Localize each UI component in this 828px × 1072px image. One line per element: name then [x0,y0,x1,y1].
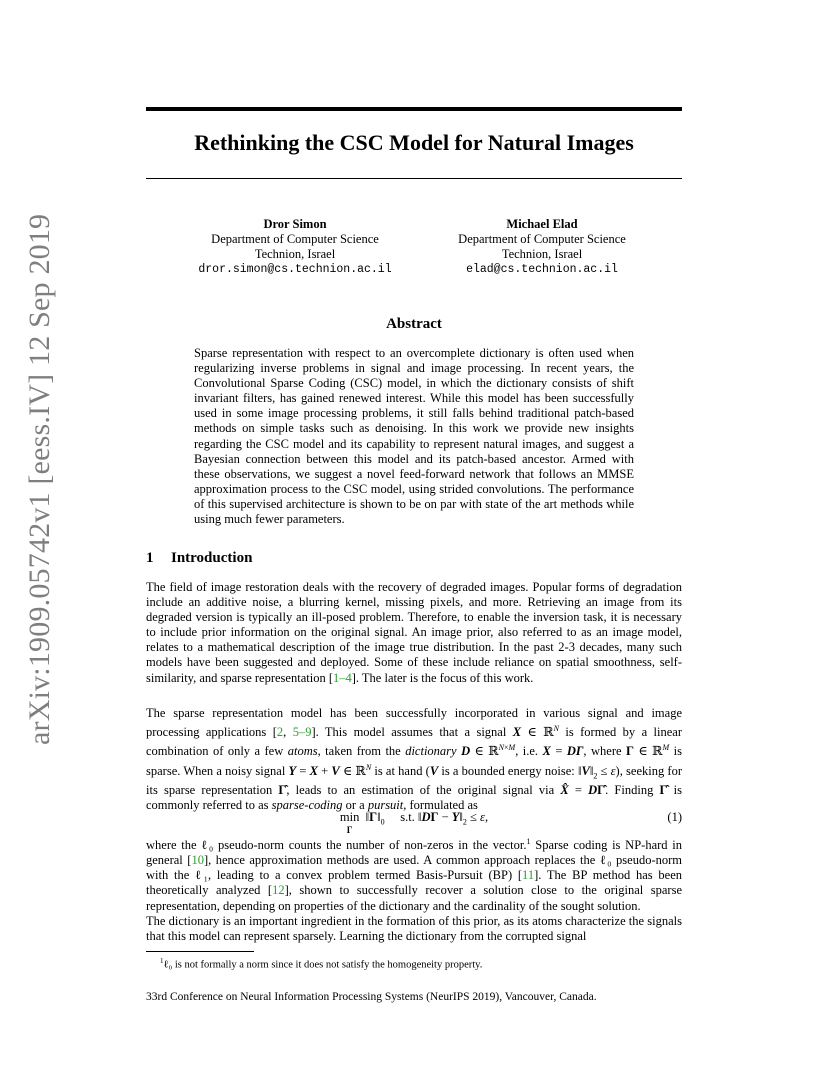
abstract-heading: Abstract [386,316,442,332]
paragraph-2: The sparse representation model has been successfully incorporated in various signal and image processing applications [2, 5–9]. This model assumes that a signal X ∈ ℝ$^N$ is formed by a linear combination of only a few atoms, taken from the dictionary D ∈ ℝ$^{N\times M}$, i.e. X = DΓ, where Γ ∈ ℝ$^M$ is sparse. When a noisy signal Y = X + V ∈ ℝ$^N$ is at hand (V is a bounded energy noise: $‖V‖_2 \le \varepsilon$), seeking for its sparse representation Γ̂, leads to an estimation of the original signal via X̂ = DΓ̂. Finding Γ̂ is commonly referred to as sparse-coding or a pursuit, formulated as [146,706,683,813]
author-email[interactable]: elad@cs.technion.ac.il [466,263,618,276]
section-title: Introduction [171,550,253,566]
abstract-text: Sparse representation with respect to an overcomplete dictionary is often used when regularizing inverse problems in signal and image processing. In recent years, the Convolutional Sparse Coding (CSC) model, in which the dictionary consists of shift invariant filters, has gained renewed interest. While this model has been successfully used in some image processing problems, it still falls behind traditional patch-based methods on simple tasks such as denoising. In this work we provide new insights regarding the CSC model and its capability to represent natural images, and suggest a Bayesian connection between this model and its patch-based ancestor. Armed with these observations, we suggest a novel feed-forward network that follows an MMSE approximation process to the CSC model, using strided convolutions. The performance of this supervised architecture is shown to be on par with state of the art methods while using much fewer parameters. [194,346,634,527]
author-department: Department of Computer Science [211,232,379,246]
arxiv-identifier: arXiv:1909.05742v1 [eess.IV] 12 Sep 2019 [23,213,56,745]
footnote-rule [146,951,254,952]
section-number: 1 [146,550,154,566]
paragraph-3: where the ℓ₀ pseudo-norm counts the number of non-zeros in the vector.$^1$ Sparse coding is NP-hard in general [10], hence approximation methods are used. A common approach replaces the ℓ₀ pseudo-norm with the ℓ₁, leading to a convex problem termed Basis-Pursuit (BP) [11]. The BP method has been theoretically analyzed [12], shown to successfully recover a solution close to the original sparse representation, depending on properties of the dictionary and the cardinality of the sought solution. [146,837,683,913]
equation-number: (1) [667,810,682,824]
footnote-mark: 1 [160,957,164,965]
author-block-1 [175,217,415,277]
citation-link[interactable]: 10 [191,853,204,868]
equation-body: min Γ $‖\Gamma‖_0$ s.t. ‖DΓ − $Y‖_2 \le \varepsilon$, [339,810,489,835]
paper-title: Rethinking the CSC Model for Natural Images [194,130,634,155]
title-top-rule [146,107,682,111]
conference-notice: 33rd Conference on Neural Information Processing Systems (NeurIPS 2019), Vancouver, Canada. [146,991,597,1003]
section-heading [146,548,682,568]
citation-link[interactable]: 5–9 [292,725,312,740]
paragraph-1: The field of image restoration deals with the recovery of degraded images. Popular forms of degradation include an additive noise, a blurring kernel, missing pixels, and more. Retrieving an image from its degraded version is typically an ill-posed problem. Therefore, to enable the inversion task, it is necessary to include prior information on the original signal. An image prior, also referred to as an image model, relates to a mathematical description of the image true distribution. In the past 2-3 decades, many such models have been suggested and deployed. Some of these include reliance on spatial smoothness, self-similarity, and sparse representation [1–4]. The later is the focus of this work. [146,580,682,685]
author-department: Department of Computer Science [458,232,626,246]
author-name: Dror Simon [263,217,327,231]
paragraph-4: The dictionary is an important ingredient in the formation of this prior, as its atoms characterize the signals that this model can represent sparsely. Learning the dictionary from the corrupted signal [146,914,682,944]
footnote-text: ℓ₀ is not formally a norm since it does not satisfy the homogeneity property. [163,959,483,971]
footnote [160,955,680,972]
title-bottom-rule [146,178,682,179]
equation-1 [146,807,682,835]
author-institution: Technion, Israel [501,247,583,261]
author-block-2 [422,217,662,277]
author-email[interactable]: dror.simon@cs.technion.ac.il [198,263,392,276]
author-institution: Technion, Israel [254,247,336,261]
citation-link[interactable]: 1–4 [332,670,352,685]
author-name: Michael Elad [506,217,578,231]
footnote-marker[interactable]: 1 [526,837,531,846]
citation-link[interactable]: 11 [522,868,535,883]
citation-link[interactable]: 12 [272,883,285,898]
citation-link[interactable]: 2 [276,725,284,740]
